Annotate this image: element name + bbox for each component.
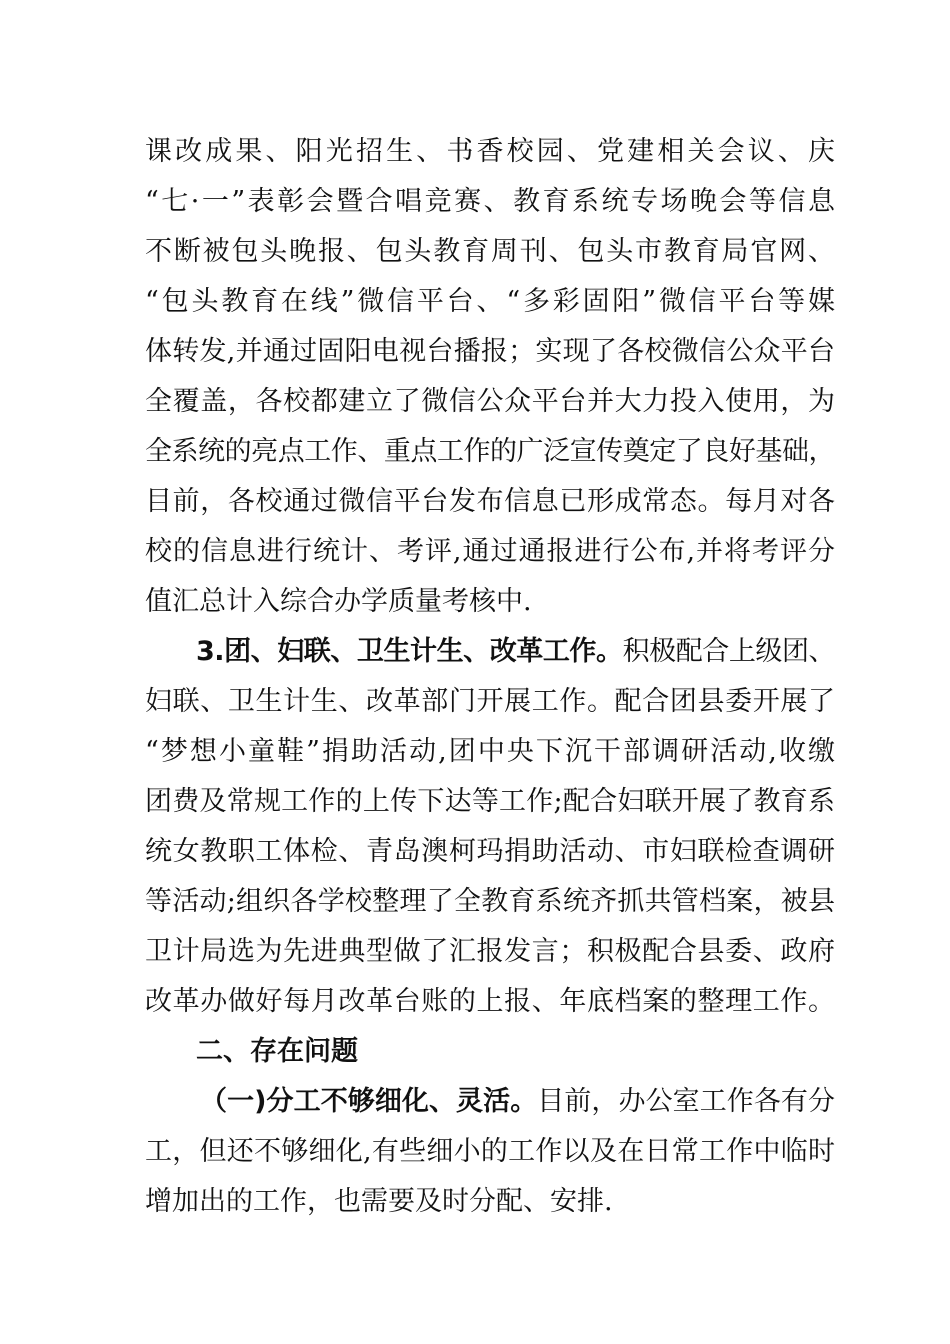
paragraph-line: 值汇总计入综合办学质量考核中.	[145, 586, 532, 617]
paragraph-line: 课改成果、阳光招生、书香校园、党建相关会议、庆	[145, 136, 835, 167]
paragraph-line: 增加出的工作，也需要及时分配、安排.	[145, 1186, 613, 1217]
paragraph-lead: （一)分工不够细化、灵活。	[200, 1086, 538, 1117]
paragraph-first-line	[200, 1086, 835, 1118]
paragraph-line: 工，但还不够细化,有些细小的工作以及在日常工作中临时	[145, 1136, 835, 1167]
paragraph-line: “梦想小童鞋”捐助活动,团中央下沉干部调研活动,收缴	[145, 736, 835, 767]
paragraph-line: 团费及常规工作的上传下达等工作;配合妇联开展了教育系	[145, 786, 835, 817]
paragraph-text: 目前，办公室工作各有分	[537, 1086, 836, 1117]
paragraph-line: 统女教职工体检、青岛澳柯玛捐助活动、市妇联检查调研	[145, 836, 835, 867]
section-heading: 二、存在问题	[196, 1036, 358, 1067]
paragraph-line: 校的信息进行统计、考评,通过通报进行公布,并将考评分	[145, 536, 835, 567]
paragraph-line: “七·一”表彰会暨合唱竞赛、教育系统专场晚会等信息	[145, 186, 835, 217]
paragraph-first-line	[196, 636, 835, 668]
paragraph-line: 等活动;组织各学校整理了全教育系统齐抓共管档案，被县	[145, 886, 835, 917]
paragraph-line: 不断被包头晚报、包头教育周刊、包头市教育局官网、	[145, 236, 835, 267]
paragraph-text: 积极配合上级团、	[622, 636, 836, 667]
paragraph-line: 改革办做好每月改革台账的上报、年底档案的整理工作。	[145, 986, 835, 1017]
paragraph-line: 卫计局选为先进典型做了汇报发言；积极配合县委、政府	[145, 936, 835, 967]
paragraph-line: 体转发,并通过固阳电视台播报；实现了各校微信公众平台	[145, 336, 835, 367]
paragraph-line: 目前，各校通过微信平台发布信息已形成常态。每月对各	[145, 486, 835, 517]
paragraph-line: 全覆盖，各校都建立了微信公众平台并大力投入使用，为	[145, 386, 835, 417]
paragraph-line: 全系统的亮点工作、重点工作的广泛宣传奠定了良好基础，	[145, 436, 835, 467]
paragraph-lead: 3.团、妇联、卫生计生、改革工作。	[196, 636, 623, 667]
paragraph-line: 妇联、卫生计生、改革部门开展工作。配合团县委开展了	[145, 686, 835, 717]
paragraph-line: “包头教育在线”微信平台、“多彩固阳”微信平台等媒	[145, 286, 835, 317]
